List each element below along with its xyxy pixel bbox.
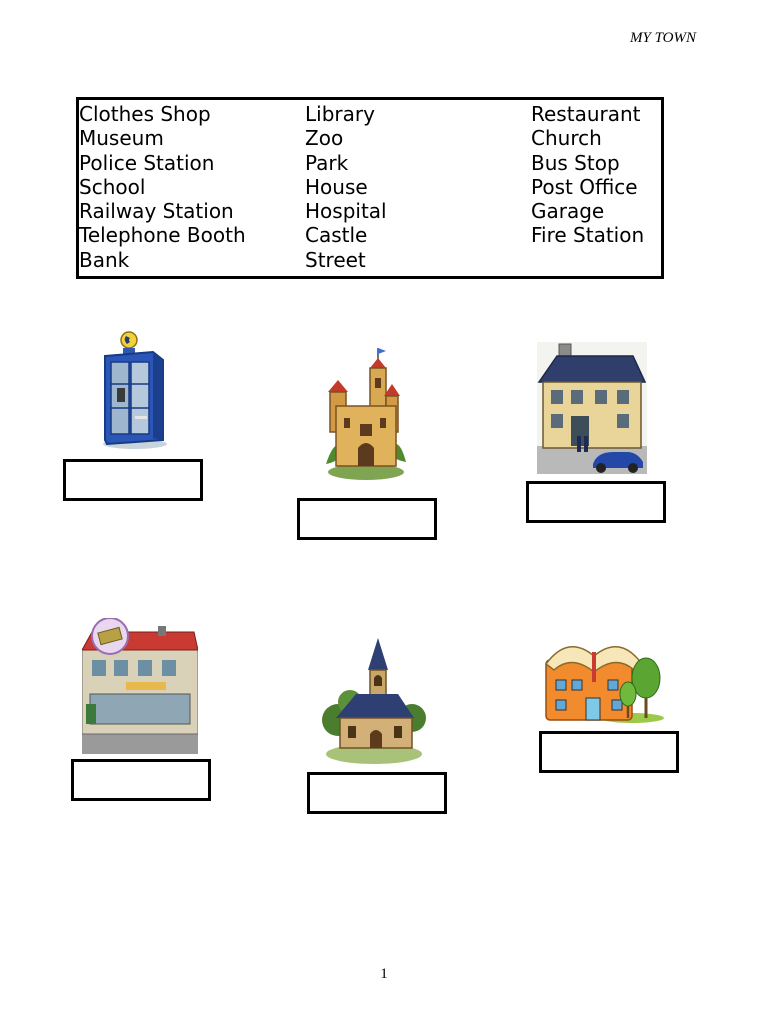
word-item: Railway Station [79,199,234,224]
word-column-1 [79,102,246,272]
word-item: Bank [79,247,130,272]
page-number: 1 [380,966,388,982]
word-item: Fire Station [531,223,645,248]
library-icon [542,634,668,726]
answer-box[interactable] [526,481,666,523]
word-item: Museum [79,126,164,151]
word-item: Park [305,150,349,175]
answer-box[interactable] [297,498,437,540]
answer-box[interactable] [71,759,211,801]
bank-icon [82,618,198,754]
castle-icon [322,344,410,482]
word-item: Post Office [531,174,638,199]
word-item: Police Station [79,150,215,175]
word-item: Zoo [305,126,344,151]
word-item: Street [305,247,366,272]
police-station-icon [537,342,647,474]
word-item: Castle [305,223,368,248]
word-item: Church [531,126,602,151]
answer-box[interactable] [63,459,203,501]
word-bank [76,97,664,279]
word-item: House [305,174,368,199]
word-item: Hospital [305,199,387,224]
word-column-2 [305,102,387,272]
word-item: Bus Stop [531,150,620,175]
word-column-3 [531,102,644,248]
telephone-booth-icon [95,328,175,450]
page-title: MY TOWN [630,30,696,46]
word-item: Telephone Booth [79,223,246,248]
church-icon [322,636,426,766]
word-item: School [79,174,146,199]
word-item: Restaurant [531,102,641,126]
word-item: Clothes Shop [79,102,211,126]
word-item: Garage [531,199,605,224]
answer-box[interactable] [539,731,679,773]
answer-box[interactable] [307,772,447,814]
word-item: Library [305,102,375,126]
